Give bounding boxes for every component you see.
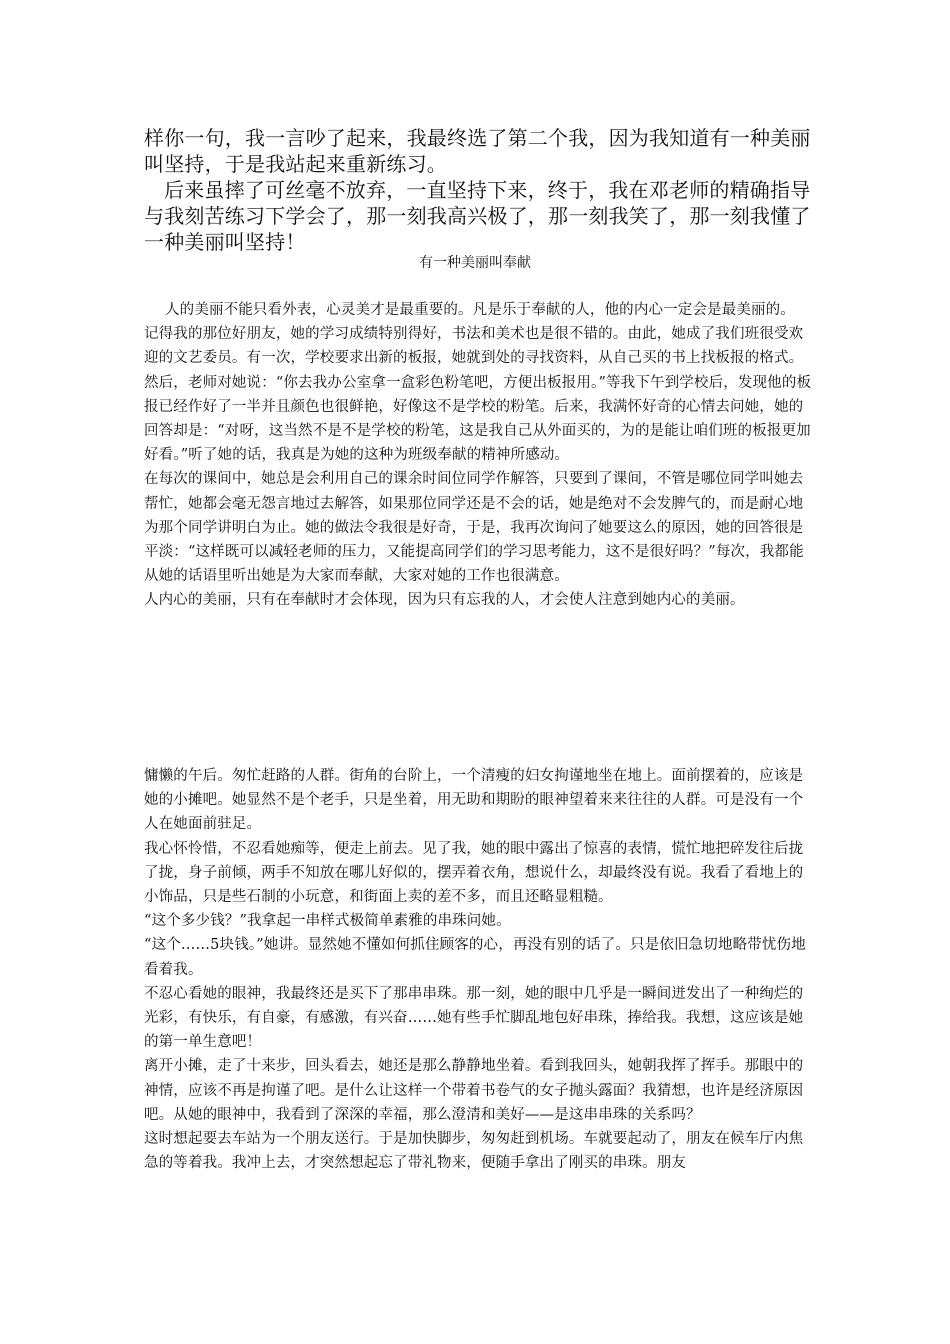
essay-1-section [144,125,814,255]
essay-3-paragraph-7: 这时想起要去车站为一个朋友送行。于是加快脚步，匆匆赶到机场。车就要起动了，朋友在候车厅内焦急的等着我。我冲上去，才突然想起忘了带礼物来，便随手拿出了刚买的串珠。朋友 [144,1131,804,1172]
essay-1-paragraph-2: 后来虽摔了可丝毫不放弃，一直坚持下来，终于，我在邓老师的精确指导与我刻苦练习下学会了，那一刻我高兴极了，那一刻我笑了，那一刻我懂了一种美丽叫坚持！ [144,178,811,254]
essay-2-paragraph-1: 记得我的那位好朋友，她的学习成绩特别得好，书法和美术也是很不错的。由此，她成了我们班很受欢迎的文艺委员。有一次，学校要求出新的板报，她就到处的寻找资料，从自己买的书上找板报的格式。然后，老师对她说：“你去我办公室拿一盒彩色粉笔吧，方便出板报用。”等我下午到学校后，发现他的板报已经作好了一半并且颜色也很鲜艳，好像这不是学校的粉笔。后来，我满怀好奇的心情去问她，她的回答却是：“对呀，这当然不是不是学校的粉笔，这是我自己从外面买的，为的是能让咱们班的板报更加好看。”听了她的话，我真是为她的这种为班级奉献的精神所感动。 [144,326,812,464]
essay-2-title: 有一种美丽叫奉献 [419,255,531,271]
essay-3-paragraph-6: 离开小摊，走了十来步，回头看去，她还是那么静静地坐着。看到我回头，她朝我挥了挥手。那眼中的神情，应该不再是拘谨了吧。是什么让这样一个带着书卷气的女子抛头露面？我猜想，也许是经济原因吧。从她的眼神中，我看到了深深的幸福，那么澄清和美好——是这串串珠的关系吗？ [144,1058,804,1123]
essay-2-intro: 人的美丽不能只看外表，心灵美才是最重要的。凡是乐于奉献的人，他的内心一定会是最美丽的。 [165,302,795,318]
essay-3-paragraph-4: “这个……5块钱。”她讲。显然她不懂如何抓住顾客的心，再没有别的话了。只是依旧急切地略带忧伤地看着我。 [144,937,806,978]
essay-2-paragraph-2: 在每次的课间中，她总是会利用自己的课余时间位同学作解答，只要到了课间，不管是哪位同学叫她去帮忙，她都会毫无怨言地过去解答，如果那位同学还是不会的话，她是绝对不会发脾气的，而是耐心地为那个同学讲明白为止。她的做法令我很是好奇，于是，我再次询问了她要这么的原因，她的回答很是平淡：“这样既可以减轻老师的压力，又能提高同学们的学习思考能力，这不是很好吗？”每次，我都能从她的话语里听出她是为大家而奉献，大家对她的工作也很满意。 [144,471,804,585]
essay-3-paragraph-3: “这个多少钱？”我拿起一串样式极简单素雅的串珠问她。 [144,913,511,930]
essay-3-section [144,764,816,1175]
essay-1-paragraph-1: 样你一句，我一言吵了起来，我最终选了第二个我，因为我知道有一种美丽叫坚持，于是我站起来重新练习。 [144,126,811,176]
essay-2-section [144,298,816,613]
essay-2-paragraph-3: 人内心的美丽，只有在奉献时才会体现，因为只有忘我的人，才会使人注意到她内心的美丽。 [144,592,745,609]
essay-3-paragraph-2: 我心怀怜惜，不忍看她痴等，便走上前去。见了我，她的眼中露出了惊喜的表情，慌忙地把碎发往后拢了拢，身子前倾，两手不知放在哪儿好似的，摆弄着衣角，想说什么，却最终没有说。我看了看地上的小饰品，只是些石制的小玩意，和街面上卖的差不多，而且还略显粗糙。 [144,840,804,906]
essay-3-paragraph-5: 不忍心看她的眼神，我最终还是买下了那串串珠。那一刻，她的眼中几乎是一瞬间迸发出了一种绚烂的光彩，有快乐，有自豪，有感激，有兴奋……她有些手忙脚乱地包好串珠，捧给我。我想，这应该是她的第一单生意吧！ [144,985,804,1051]
essay-3-paragraph-1: 慵懒的午后。匆忙赶路的人群。街角的台阶上，一个清瘦的妇女拘谨地坐在地上。面前摆着的，应该是她的小摊吧。她显然不是个老手，只是坐着，用无助和期盼的眼神望着来来往往的人群。可是没有一个人在她面前驻足。 [144,768,804,833]
